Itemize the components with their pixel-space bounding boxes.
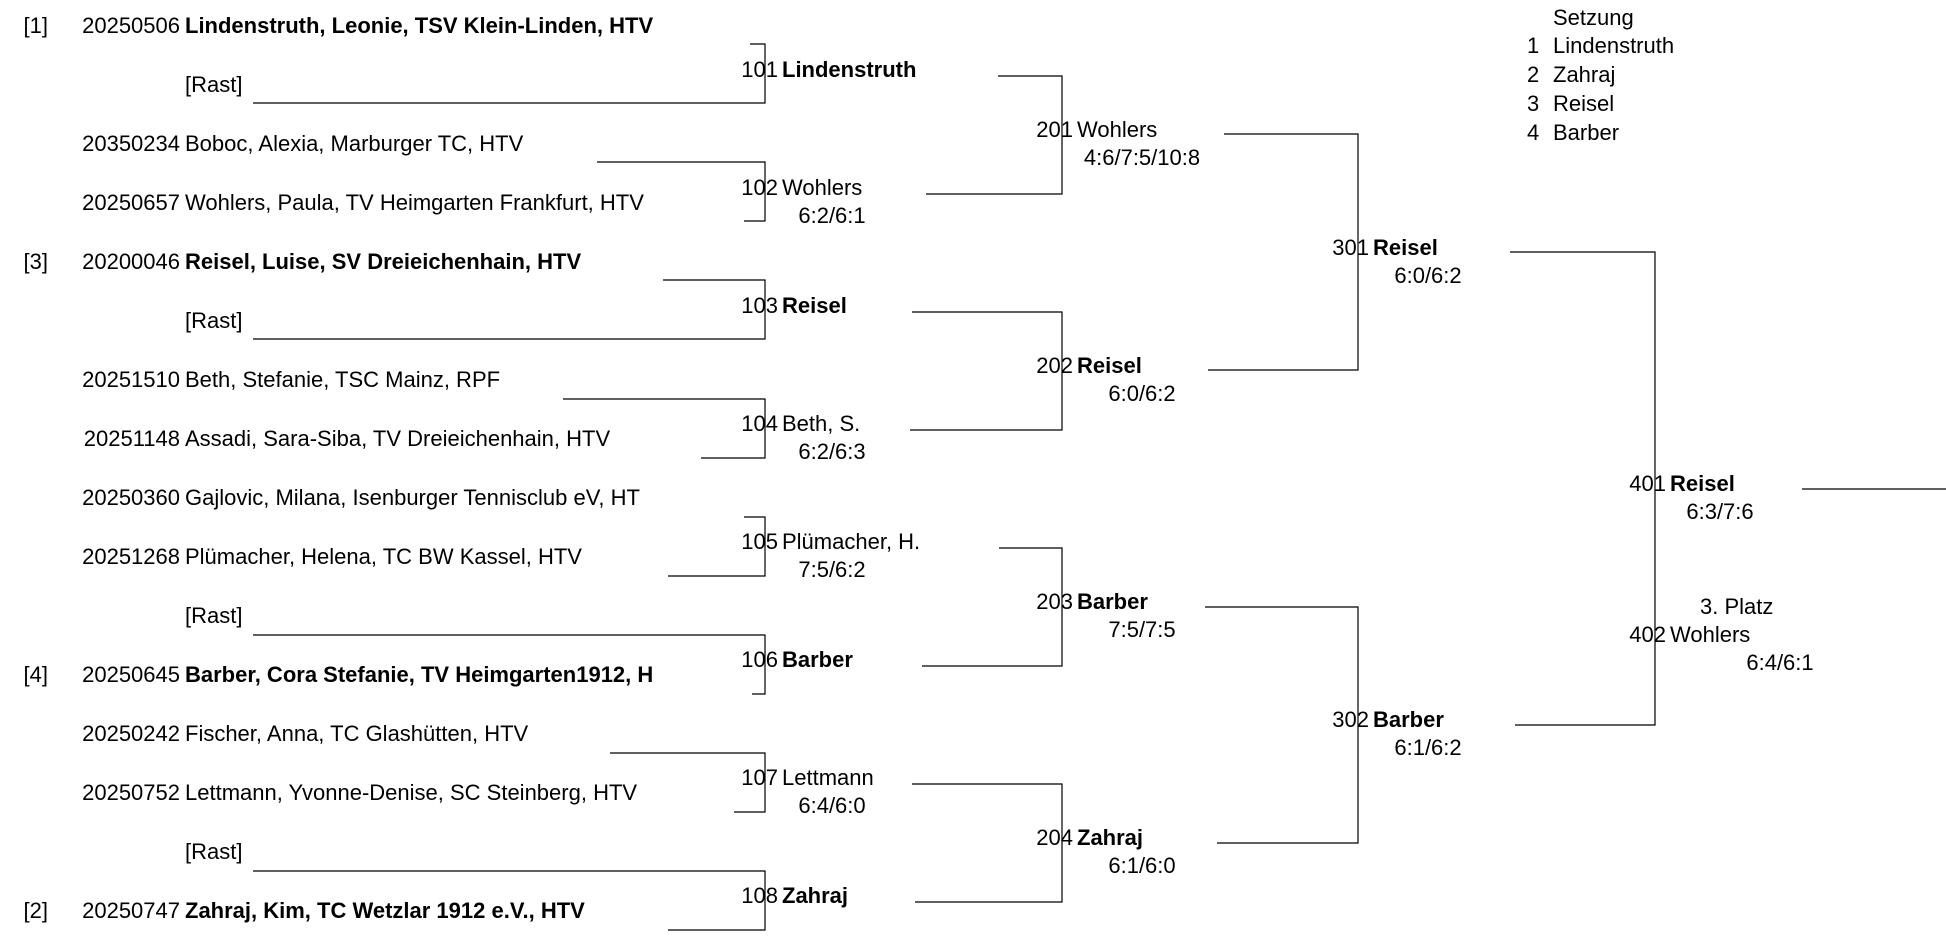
match-winner: Wohlers <box>1077 117 1158 142</box>
player-id: 20200046 <box>82 249 180 274</box>
player-entry: Reisel, Luise, SV Dreieichenhain, HTV <box>185 249 582 274</box>
player-id: 20250242 <box>82 721 180 746</box>
match-winner: Reisel <box>1077 353 1142 378</box>
bracket-line <box>253 44 765 103</box>
player-id: 20250645 <box>82 662 180 687</box>
player-id: 20251268 <box>82 544 180 569</box>
match-score: 6:0/6:2 <box>1394 263 1462 288</box>
match-number: 302 <box>1332 707 1369 732</box>
match-winner: Zahraj <box>1077 825 1144 850</box>
match-winner: Wohlers <box>1670 622 1751 647</box>
match-number: 201 <box>1036 117 1073 142</box>
match-winner: Plümacher, H. <box>782 529 921 554</box>
player-entry: Lindenstruth, Leonie, TSV Klein-Linden, HTV <box>185 13 654 38</box>
player-id: 20251148 <box>83 426 180 451</box>
player-entry: [Rast] <box>185 308 243 333</box>
player-id: 20250747 <box>82 898 180 923</box>
match-score: 7:5/7:5 <box>1108 617 1176 642</box>
player-entry: Fischer, Anna, TC Glashütten, HTV <box>185 721 529 746</box>
player-entry: [Rast] <box>185 603 243 628</box>
match-score: 6:4/6:1 <box>1746 650 1814 675</box>
match-score: 6:2/6:3 <box>798 439 866 464</box>
match-score: 6:4/6:0 <box>798 793 866 818</box>
match-number: 108 <box>741 883 778 908</box>
player-id: 20250657 <box>82 190 180 215</box>
match-winner: Wohlers <box>782 175 863 200</box>
player-entry: Lettmann, Yvonne-Denise, SC Steinberg, HTV <box>185 780 638 805</box>
match-number: 402 <box>1629 622 1666 647</box>
match-score: 4:6/7:5/10:8 <box>1083 145 1201 170</box>
match-winner: Barber <box>782 647 853 672</box>
setzung-name: Reisel <box>1553 91 1615 116</box>
match-number: 204 <box>1036 825 1073 850</box>
match-number: 101 <box>741 57 778 82</box>
player-entry: [Rast] <box>185 839 243 864</box>
match-number: 106 <box>741 647 778 672</box>
match-winner: Beth, S. <box>782 411 861 436</box>
match-winner: Reisel <box>1670 471 1735 496</box>
match-score: 6:2/6:1 <box>798 203 866 228</box>
match-winner: Barber <box>1373 707 1444 732</box>
seed-label: [2] <box>23 898 48 923</box>
match-winner: Lindenstruth <box>782 57 917 82</box>
match-score: 6:3/7:6 <box>1686 499 1754 524</box>
setzung-rank: 2 <box>1527 62 1540 87</box>
match-number: 301 <box>1332 235 1369 260</box>
third-place-label: 3. Platz <box>1700 594 1774 619</box>
match-winner: Reisel <box>1373 235 1438 260</box>
setzung-name: Lindenstruth <box>1553 33 1675 58</box>
match-score: 7:5/6:2 <box>798 557 866 582</box>
player-id: 20250360 <box>82 485 180 510</box>
player-id: 20350234 <box>82 131 180 156</box>
match-winner: Barber <box>1077 589 1148 614</box>
match-number: 203 <box>1036 589 1073 614</box>
setzung-rank: 4 <box>1527 120 1540 145</box>
match-winner: Zahraj <box>782 883 849 908</box>
match-number: 105 <box>741 529 778 554</box>
player-id: 20250752 <box>82 780 180 805</box>
seed-label: [1] <box>23 13 48 38</box>
player-entry: Barber, Cora Stefanie, TV Heimgarten1912, H <box>185 662 654 687</box>
setzung-rank: 3 <box>1527 91 1540 116</box>
match-number: 102 <box>741 175 778 200</box>
match-number: 103 <box>741 293 778 318</box>
setzung-title: Setzung <box>1553 5 1634 30</box>
player-entry: [Rast] <box>185 72 243 97</box>
match-number: 104 <box>741 411 778 436</box>
setzung-rank: 1 <box>1527 33 1540 58</box>
setzung-name: Zahraj <box>1553 62 1616 87</box>
bracket-line <box>253 280 765 339</box>
player-id: 20250506 <box>82 13 180 38</box>
player-id: 20251510 <box>82 367 180 392</box>
match-number: 401 <box>1629 471 1666 496</box>
player-entry: Boboc, Alexia, Marburger TC, HTV <box>185 131 524 156</box>
player-entry: Plümacher, Helena, TC BW Kassel, HTV <box>185 544 582 569</box>
player-entry: Zahraj, Kim, TC Wetzlar 1912 e.V., HTV <box>185 898 585 923</box>
match-score: 6:1/6:2 <box>1394 735 1462 760</box>
match-winner: Lettmann <box>782 765 874 790</box>
match-winner: Reisel <box>782 293 847 318</box>
match-score: 6:1/6:0 <box>1108 853 1176 878</box>
player-entry: Assadi, Sara-Siba, TV Dreieichenhain, HTV <box>185 426 611 451</box>
player-entry: Gajlovic, Milana, Isenburger Tennisclub eV, HT <box>185 485 640 510</box>
player-entry: Beth, Stefanie, TSC Mainz, RPF <box>185 367 501 392</box>
match-number: 107 <box>741 765 778 790</box>
match-number: 202 <box>1036 353 1073 378</box>
seed-label: [4] <box>23 662 48 687</box>
setzung-name: Barber <box>1553 120 1620 145</box>
seed-label: [3] <box>23 249 48 274</box>
match-score: 6:0/6:2 <box>1108 381 1176 406</box>
player-entry: Wohlers, Paula, TV Heimgarten Frankfurt, HTV <box>185 190 644 215</box>
